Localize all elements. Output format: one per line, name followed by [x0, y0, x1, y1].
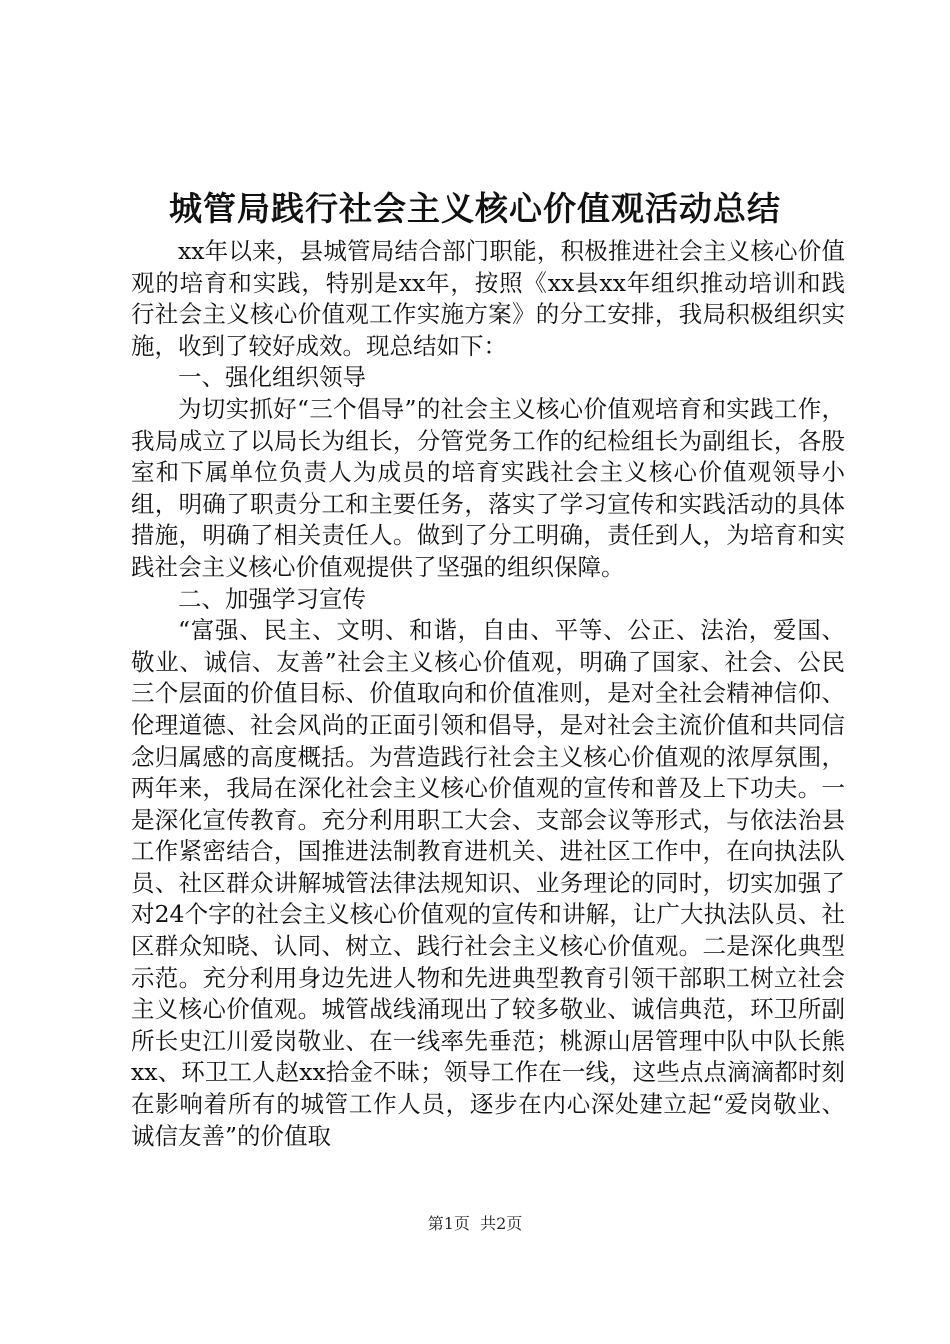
footer-spacer [470, 1214, 480, 1233]
page-total: 共2页 [480, 1214, 523, 1233]
section-heading-2: 二、加强学习宣传 [178, 584, 366, 613]
document-body [131, 236, 845, 1152]
page-footer [0, 1212, 950, 1236]
section-heading-1: 一、强化组织领导 [178, 363, 366, 392]
page-number: 第1页 [427, 1214, 470, 1233]
paragraph-publicity: “富强、民主、文明、和谐，自由、平等、公正、法治，爱国、敬业、诚信、友善”社会主义核心价值观，明确了国家、社会、公民三个层面的价值目标、价值取向和价值准则，是对全社会精神信仰、伦理道德、社会风尚的正面引领和倡导，是对社会主流价值和共同信念归属感的高度概括。为营造践行社会主义核心价值观的浓厚氛围，两年来，我局在深化社会主义核心价值观的宣传和普及上下功夫。一是深化宣传教育。充分利用职工大会、支部会议等形式，与依法治县工作紧密结合，国推进法制教育进机关、进社区工作中，在向执法队员、社区群众讲解城管法律法规知识、业务理论的同时，切实加强了对24个字的社会主义核心价值观的宣传和讲解，让广大执法队员、社区群众知晓、认同、树立、践行社会主义核心价值观。二是深化典型示范。充分利用身边先进人物和先进典型教育引领干部职工树立社会主义核心价值观。城管战线涌现出了较多敬业、诚信典范，环卫所副所长史江川爱岗敬业、在一线率先垂范；桃源山居管理中队中队长熊xx、环卫工人赵xx拾金不昧；领导工作在一线，这些点点滴滴都时刻在影响着所有的城管工作人员，逐步在内心深处建立起“爱岗敬业、诚信友善”的价值取 [131, 616, 845, 1150]
paragraph-intro: xx年以来，县城管局结合部门职能，积极推进社会主义核心价值观的培育和实践，特别是xx年，按照《xx县xx年组织推动培训和践行社会主义核心价值观工作实施方案》的分工安排，我局积极组织实施，收到了较好成效。现总结如下： [131, 237, 845, 360]
document-title: 城管局践行社会主义核心价值观活动总结 [169, 189, 781, 228]
paragraph-organization: 为切实抓好“三个倡导”的社会主义核心价值观培育和实践工作，我局成立了以局长为组长，分管党务工作的纪检组长为副组长，各股室和下属单位负责人为成员的培育实践社会主义核心价值观领导小组，明确了职责分工和主要任务，落实了学习宣传和实践活动的具体措施，明确了相关责任人。做到了分工明确，责任到人，为培育和实践社会主义核心价值观提供了坚强的组织保障。 [131, 394, 845, 581]
